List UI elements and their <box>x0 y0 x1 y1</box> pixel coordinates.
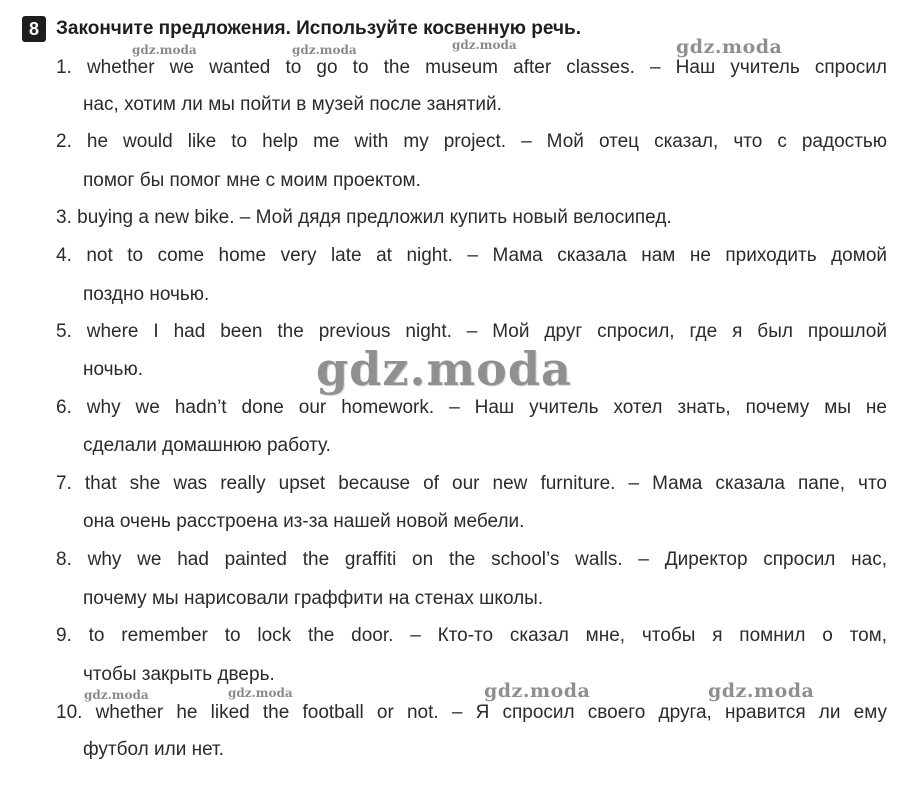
watermark: gdz.moda <box>484 680 591 702</box>
watermark: gdz.moda <box>292 43 357 57</box>
answer-2-line-1: 2. he would like to help me with my project. – Мой отец сказал, что с радостью <box>56 131 887 152</box>
answer-2-line-2: помог бы помог мне с моим проектом. <box>83 170 421 191</box>
answer-1-line-2: нас, хотим ли мы пойти в музей после занятий. <box>83 94 502 115</box>
answer-6-line-2: сделали домашнюю работу. <box>83 435 331 456</box>
answer-8-line-2: почему мы нарисовали граффити на стенах школы. <box>83 588 544 609</box>
exercise-number-badge: 8 <box>22 16 46 42</box>
exercise-title: Закончите предложения. Используйте косвенную речь. <box>56 18 581 39</box>
answer-10-line-1: 10. whether he liked the football or not. – Я спросил своего друга, нравится ли ему <box>56 702 887 723</box>
answer-8-line-1: 8. why we had painted the graffiti on the school’s walls. – Директор спросил нас, <box>56 549 887 570</box>
answer-1-line-1: 1. whether we wanted to go to the museum after classes. – Наш учитель спросил <box>56 57 887 78</box>
answer-6-line-1: 6. why we hadn’t done our homework. – Наш учитель хотел знать, почему мы не <box>56 397 887 418</box>
watermark: gdz.moda <box>452 38 517 52</box>
answer-9-line-1: 9. to remember to lock the door. – Кто-то сказал мне, чтобы я помнил о том, <box>56 625 887 646</box>
answer-7-line-2: она очень расстроена из-за нашей новой мебели. <box>83 511 525 532</box>
answer-9-line-2: чтобы закрыть дверь. <box>83 664 275 685</box>
answer-5-line-1: 5. where I had been the previous night. – Мой друг спросил, где я был прошлой <box>56 321 887 342</box>
answer-4-line-1: 4. not to come home very late at night. – Мама сказала нам не приходить домой <box>56 245 887 266</box>
answer-5-line-2: ночью. <box>83 359 143 380</box>
watermark: gdz.moda <box>228 686 293 700</box>
answer-7-line-1: 7. that she was really upset because of our new furniture. – Мама сказала папе, что <box>56 473 887 494</box>
watermark: gdz.moda <box>676 36 783 58</box>
watermark: gdz.moda <box>84 688 149 702</box>
answer-3-line-1: 3. buying a new bike. – Мой дядя предложил купить новый велосипед. <box>56 207 672 228</box>
answer-4-line-2: поздно ночью. <box>83 284 210 305</box>
watermark: gdz.moda <box>708 680 815 702</box>
watermark-large: gdz.moda <box>316 342 572 396</box>
watermark: gdz.moda <box>132 43 197 57</box>
answer-10-line-2: футбол или нет. <box>83 739 224 760</box>
